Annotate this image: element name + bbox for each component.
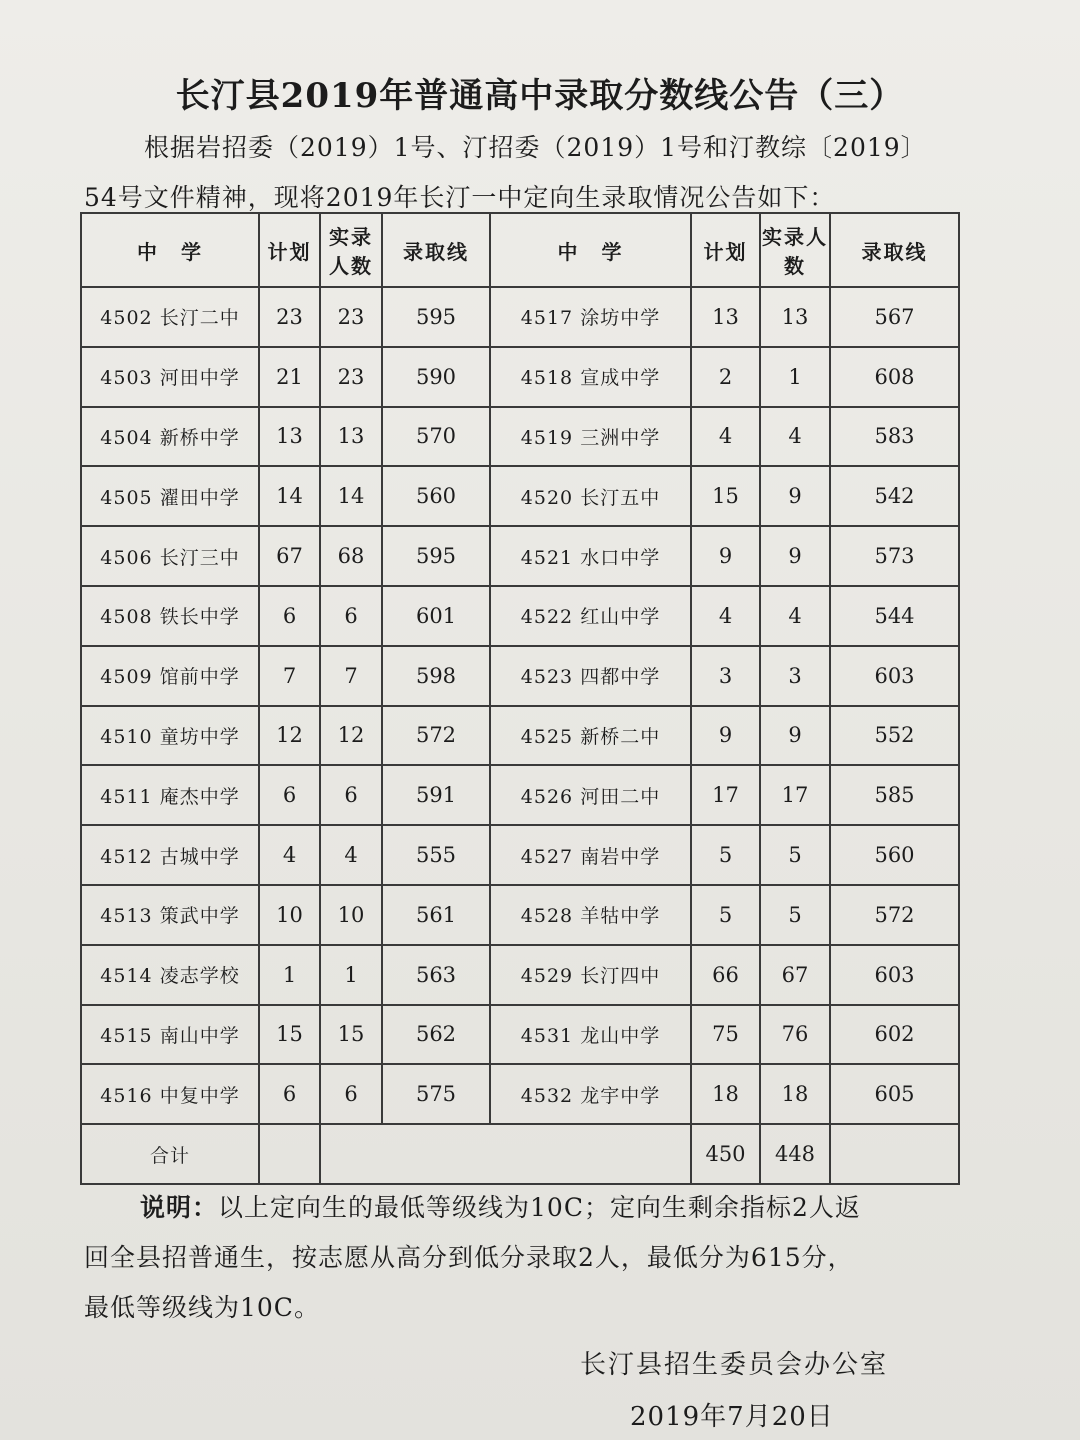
plan-count-right: 17: [691, 765, 760, 825]
intro-line-2: 54号文件精神，现将2019年长汀一中定向生录取情况公告如下：: [84, 183, 836, 212]
table-row: [81, 586, 959, 646]
school-name-right: 4527 南岩中学: [490, 825, 691, 885]
school-name-left: 4514 凌志学校: [81, 945, 259, 1005]
total-plan: 450: [691, 1124, 760, 1184]
plan-count-right: 4: [691, 586, 760, 646]
actual-count-left: 13: [320, 407, 382, 467]
score-line-right: 560: [830, 825, 959, 885]
school-name-right: 4531 龙山中学: [490, 1005, 691, 1065]
plan-count-left: 13: [259, 407, 320, 467]
school-name-right: 4525 新桥二中: [490, 706, 691, 766]
total-actual: 448: [760, 1124, 830, 1184]
school-name-right: 4528 羊牯中学: [490, 885, 691, 945]
plan-count-left: 6: [259, 1064, 320, 1124]
plan-count-left: 15: [259, 1005, 320, 1065]
score-line-right: 544: [830, 586, 959, 646]
header-actual-left: 实录人数: [320, 213, 382, 287]
school-name-right: 4522 红山中学: [490, 586, 691, 646]
plan-count-right: 9: [691, 706, 760, 766]
score-line-left: 591: [382, 765, 490, 825]
note-text-1: 以上定向生的最低等级线为10C；定向生剩余指标2人返: [218, 1193, 861, 1222]
note-line-2: 回全县招普通生，按志愿从高分到低分录取2人，最低分为615分，: [84, 1243, 854, 1272]
actual-count-left: 23: [320, 287, 382, 347]
school-name-right: 4521 水口中学: [490, 526, 691, 586]
actual-count-right: 9: [760, 466, 830, 526]
plan-count-right: 9: [691, 526, 760, 586]
actual-count-left: 14: [320, 466, 382, 526]
school-name-right: 4520 长汀五中: [490, 466, 691, 526]
school-name-right: 4519 三洲中学: [490, 407, 691, 467]
table-row: [81, 287, 959, 347]
school-name-left: 4508 铁长中学: [81, 586, 259, 646]
actual-count-right: 18: [760, 1064, 830, 1124]
score-line-right: 608: [830, 347, 959, 407]
school-name-left: 4510 童坊中学: [81, 706, 259, 766]
table-row: [81, 526, 959, 586]
actual-count-left: 7: [320, 646, 382, 706]
actual-count-right: 9: [760, 706, 830, 766]
school-name-left: 4511 庵杰中学: [81, 765, 259, 825]
score-line-left: 590: [382, 347, 490, 407]
header-line-left: 录取线: [382, 213, 490, 287]
score-line-right: 573: [830, 526, 959, 586]
score-line-right: 542: [830, 466, 959, 526]
actual-count-left: 68: [320, 526, 382, 586]
school-name-left: 4513 策武中学: [81, 885, 259, 945]
plan-count-left: 10: [259, 885, 320, 945]
header-plan-left: 计划: [259, 213, 320, 287]
signature-date: 2019年7月20日: [630, 1402, 834, 1432]
table-row: [81, 885, 959, 945]
school-name-right: 4523 四都中学: [490, 646, 691, 706]
score-line-left: 562: [382, 1005, 490, 1065]
total-blank-2: [320, 1124, 691, 1184]
table-row: [81, 347, 959, 407]
actual-count-right: 13: [760, 287, 830, 347]
plan-count-left: 67: [259, 526, 320, 586]
actual-count-right: 9: [760, 526, 830, 586]
plan-count-right: 3: [691, 646, 760, 706]
table-row: [81, 646, 959, 706]
school-name-right: 4517 涂坊中学: [490, 287, 691, 347]
intro-line-1: 根据岩招委（2019）1号、汀招委（2019）1号和汀教综〔2019〕: [144, 133, 927, 162]
plan-count-right: 5: [691, 885, 760, 945]
total-label: 合计: [81, 1124, 259, 1184]
header-plan-right: 计划: [691, 213, 760, 287]
table-row: [81, 825, 959, 885]
score-line-right: 567: [830, 287, 959, 347]
actual-count-right: 3: [760, 646, 830, 706]
actual-count-right: 4: [760, 586, 830, 646]
score-line-left: 561: [382, 885, 490, 945]
plan-count-right: 13: [691, 287, 760, 347]
header-actual-right: 实录人数: [760, 213, 830, 287]
actual-count-left: 1: [320, 945, 382, 1005]
total-blank-1: [259, 1124, 320, 1184]
school-name-left: 4504 新桥中学: [81, 407, 259, 467]
plan-count-left: 14: [259, 466, 320, 526]
table-row: [81, 466, 959, 526]
score-line-left: 595: [382, 287, 490, 347]
actual-count-left: 6: [320, 586, 382, 646]
header-school-right: 中 学: [490, 213, 691, 287]
school-name-left: 4506 长汀三中: [81, 526, 259, 586]
actual-count-right: 4: [760, 407, 830, 467]
actual-count-left: 6: [320, 765, 382, 825]
school-name-left: 4505 濯田中学: [81, 466, 259, 526]
score-line-left: 575: [382, 1064, 490, 1124]
score-line-left: 595: [382, 526, 490, 586]
plan-count-left: 7: [259, 646, 320, 706]
table-row: [81, 765, 959, 825]
plan-count-left: 6: [259, 765, 320, 825]
plan-count-right: 18: [691, 1064, 760, 1124]
admission-table: [80, 212, 960, 1185]
school-name-left: 4503 河田中学: [81, 347, 259, 407]
school-name-right: 4529 长汀四中: [490, 945, 691, 1005]
actual-count-left: 6: [320, 1064, 382, 1124]
actual-count-left: 4: [320, 825, 382, 885]
note-label: 说明：: [140, 1193, 219, 1222]
actual-count-right: 67: [760, 945, 830, 1005]
header-school-left: 中 学: [81, 213, 259, 287]
actual-count-right: 76: [760, 1005, 830, 1065]
plan-count-right: 66: [691, 945, 760, 1005]
score-line-right: 552: [830, 706, 959, 766]
score-line-left: 555: [382, 825, 490, 885]
document-title: 长汀县2019年普通高中录取分数线公告（三）: [175, 76, 905, 116]
actual-count-right: 5: [760, 885, 830, 945]
actual-count-right: 5: [760, 825, 830, 885]
total-blank-3: [830, 1124, 959, 1184]
table-row: [81, 945, 959, 1005]
plan-count-left: 21: [259, 347, 320, 407]
plan-count-left: 23: [259, 287, 320, 347]
school-name-right: 4532 龙宇中学: [490, 1064, 691, 1124]
score-line-left: 570: [382, 407, 490, 467]
school-name-left: 4502 长汀二中: [81, 287, 259, 347]
score-line-left: 601: [382, 586, 490, 646]
score-line-left: 563: [382, 945, 490, 1005]
plan-count-right: 75: [691, 1005, 760, 1065]
score-line-right: 572: [830, 885, 959, 945]
score-line-right: 583: [830, 407, 959, 467]
score-line-right: 585: [830, 765, 959, 825]
school-name-left: 4515 南山中学: [81, 1005, 259, 1065]
actual-count-left: 12: [320, 706, 382, 766]
table-row: [81, 706, 959, 766]
note-line-3: 最低等级线为10C。: [84, 1293, 320, 1322]
score-line-left: 572: [382, 706, 490, 766]
school-name-left: 4509 馆前中学: [81, 646, 259, 706]
score-line-right: 602: [830, 1005, 959, 1065]
plan-count-left: 6: [259, 586, 320, 646]
actual-count-left: 15: [320, 1005, 382, 1065]
score-line-right: 603: [830, 646, 959, 706]
actual-count-right: 1: [760, 347, 830, 407]
plan-count-right: 4: [691, 407, 760, 467]
plan-count-left: 4: [259, 825, 320, 885]
table-header-row: [81, 213, 959, 287]
school-name-left: 4516 中复中学: [81, 1064, 259, 1124]
total-row: [81, 1124, 959, 1184]
school-name-right: 4518 宣成中学: [490, 347, 691, 407]
plan-count-right: 5: [691, 825, 760, 885]
note-line-1: [140, 1188, 1030, 1224]
table-row: [81, 1005, 959, 1065]
plan-count-right: 15: [691, 466, 760, 526]
actual-count-left: 23: [320, 347, 382, 407]
header-line-right: 录取线: [830, 213, 959, 287]
school-name-right: 4526 河田二中: [490, 765, 691, 825]
score-line-right: 605: [830, 1064, 959, 1124]
score-line-right: 603: [830, 945, 959, 1005]
score-line-left: 560: [382, 466, 490, 526]
score-line-left: 598: [382, 646, 490, 706]
plan-count-left: 12: [259, 706, 320, 766]
plan-count-left: 1: [259, 945, 320, 1005]
table-row: [81, 407, 959, 467]
actual-count-right: 17: [760, 765, 830, 825]
school-name-left: 4512 古城中学: [81, 825, 259, 885]
plan-count-right: 2: [691, 347, 760, 407]
actual-count-left: 10: [320, 885, 382, 945]
signature-office: 长汀县招生委员会办公室: [580, 1350, 889, 1380]
table-row: [81, 1064, 959, 1124]
